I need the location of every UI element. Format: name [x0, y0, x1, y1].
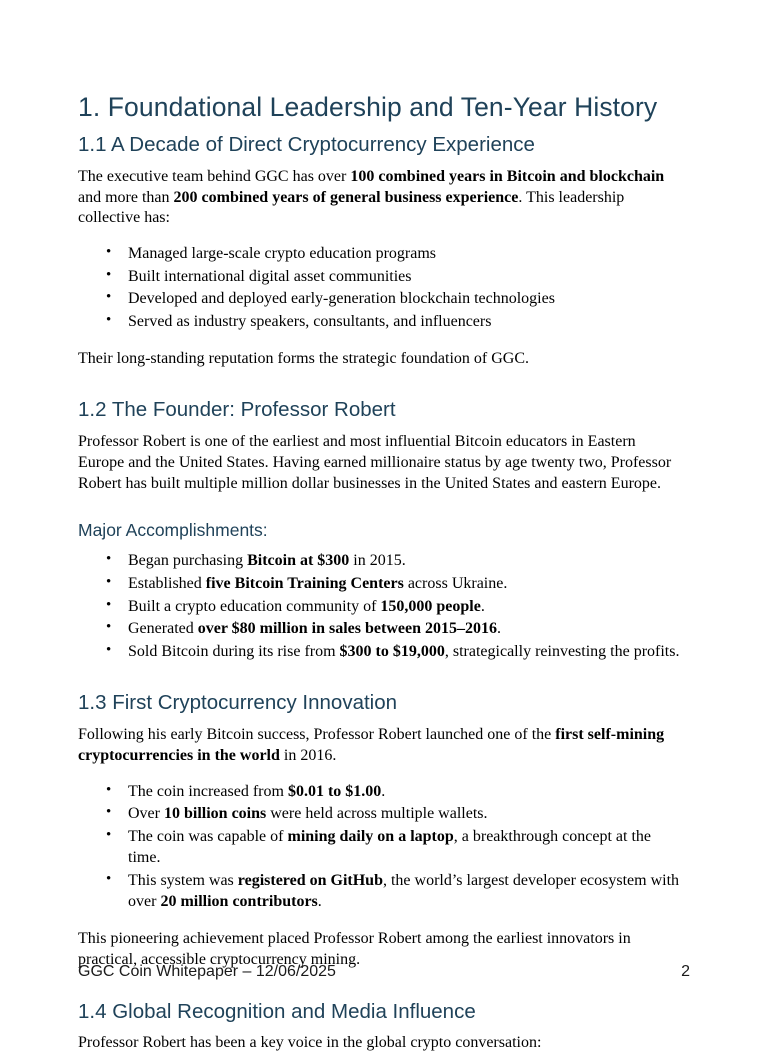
section-1-4-paragraph: Professor Robert has been a key voice in the global crypto conversation: — [78, 1034, 542, 1052]
item-text-bold: five Bitcoin Training Centers — [205, 574, 404, 592]
list-item — [78, 618, 680, 640]
item-text-post-2: . — [317, 893, 322, 911]
list-item — [78, 641, 680, 663]
intro-text-post: in 2016. — [279, 746, 337, 764]
item-text-pre: Established — [128, 574, 206, 592]
item-text-post: in 2015. — [349, 552, 406, 570]
item-text-pre: Generated — [128, 620, 198, 638]
section-heading-1-2: 1.2 The Founder: Professor Robert — [78, 398, 396, 422]
section-1-1-intro-paragraph — [78, 167, 680, 229]
intro-bold-1: 100 combined years in Bitcoin and blockchain — [350, 167, 665, 185]
item-text-bold-2: 20 million contributors — [160, 893, 318, 911]
section-1-2-paragraph: Professor Robert is one of the earliest and most influential Bitcoin educators in Eastern Europe and the United States. Having earned millionaire status by age twenty two, Professor Robert has built multiple million dollar businesses in the United States and eastern Europe. — [78, 432, 672, 492]
item-text-bold: over $80 million in sales between 2015–2016 — [197, 620, 497, 638]
list-item — [78, 870, 680, 913]
item-text-post: , a breakthrough concept at the time. — [128, 827, 652, 867]
item-text-bold: registered on GitHub — [237, 871, 383, 889]
intro-text-part-2: and more than — [78, 188, 174, 206]
page-title: 1. Foundational Leadership and Ten-Year History — [78, 92, 658, 122]
section-1-3-closing-paragraph: This pioneering achievement placed Professor Robert among the earliest innovators in practical, accessible cryptocurrency mining. — [78, 930, 631, 968]
intro-text-part-1: The executive team behind GGC has over — [78, 167, 351, 185]
section-1-1-bullet-list — [78, 243, 680, 332]
item-text-bold: $0.01 to $1.00 — [287, 782, 382, 800]
intro-bold-2: 200 combined years of general business experience — [173, 188, 519, 206]
intro-text-pre: Following his early Bitcoin success, Professor Robert launched one of the — [78, 725, 556, 743]
item-text-post: , strategically reinvesting the profits. — [444, 642, 680, 660]
item-text-bold: 10 billion coins — [163, 805, 267, 823]
item-text-bold: $300 to $19,000 — [339, 642, 445, 660]
section-1-3-bullet-list — [78, 781, 680, 914]
item-text-post: . — [496, 620, 501, 638]
page-footer — [78, 963, 690, 981]
footer-document-label: GGC Coin Whitepaper – 12/06/2025 — [78, 963, 336, 980]
section-heading-1-1: 1.1 A Decade of Direct Cryptocurrency Experience — [78, 133, 535, 157]
item-text-pre: Sold Bitcoin during its rise from — [128, 642, 340, 660]
major-accomplishments-heading: Major Accomplishments: — [78, 520, 268, 541]
item-text-pre: Began purchasing — [128, 552, 248, 570]
item-text-post: . — [480, 597, 485, 615]
list-item: • Developed and deployed early-generation blockchain technologies — [78, 288, 680, 310]
item-text-post: , the world’s largest developer ecosystem with over — [128, 871, 680, 911]
item-text-pre: This system was — [128, 871, 238, 889]
item-text-bold: 150,000 people — [380, 597, 481, 615]
list-item — [78, 826, 680, 869]
item-text-pre: Built a crypto education community of — [128, 597, 381, 615]
intro-text-bold: first self-mining cryptocurrencies in the world — [78, 725, 665, 764]
list-item — [78, 573, 680, 595]
item-text-post: . — [381, 782, 386, 800]
list-item — [78, 550, 680, 572]
footer-page-number: 2 — [681, 963, 690, 980]
item-text-pre: The coin was capable of — [128, 827, 288, 845]
item-text-pre: The coin increased from — [128, 782, 288, 800]
major-accomplishments-list — [78, 550, 680, 662]
list-item — [78, 596, 680, 618]
list-item — [78, 803, 680, 825]
list-item: • Served as industry speakers, consultants, and influencers — [78, 311, 680, 333]
item-text-post: across Ukraine. — [403, 574, 508, 592]
item-text-post: were held across multiple wallets. — [266, 805, 488, 823]
list-item: • Built international digital asset communities — [78, 266, 680, 288]
intro-text-part-3: . This leadership collective has: — [78, 188, 625, 227]
list-item: • Managed large-scale crypto education programs — [78, 243, 680, 265]
section-1-3-intro-paragraph — [78, 725, 680, 767]
section-1-1-closing-paragraph: Their long-standing reputation forms the strategic foundation of GGC. — [78, 349, 530, 367]
section-heading-1-3: 1.3 First Cryptocurrency Innovation — [78, 691, 398, 715]
section-heading-1-4: 1.4 Global Recognition and Media Influence — [78, 999, 476, 1023]
item-text-bold: mining daily on a laptop — [287, 827, 454, 845]
item-text-pre: Over — [128, 805, 164, 823]
list-item — [78, 781, 680, 803]
item-text-bold: Bitcoin at $300 — [247, 552, 350, 570]
